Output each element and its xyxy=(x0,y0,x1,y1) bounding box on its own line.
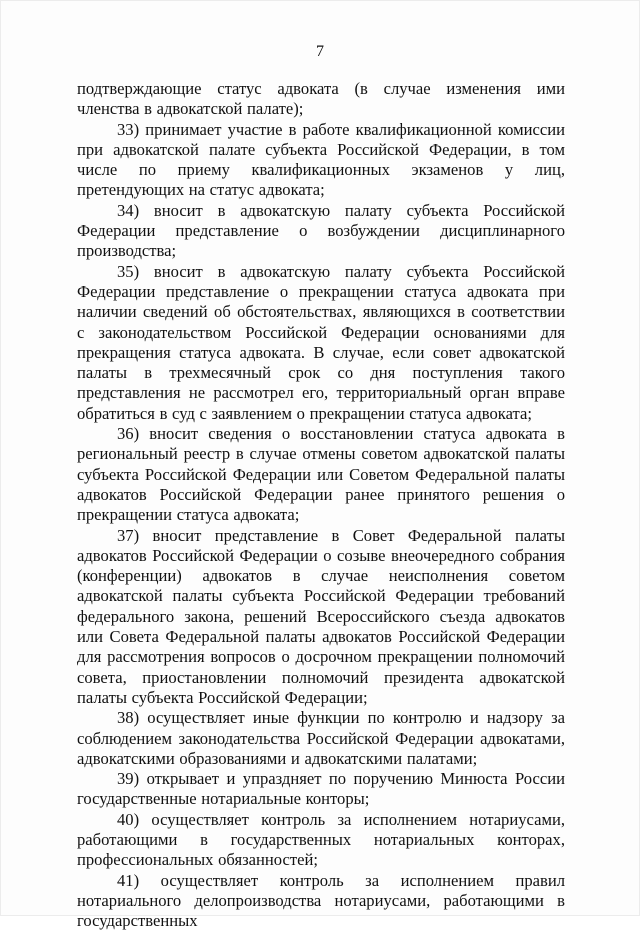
paragraph-item-34: 34) вносит в адвокатскую палату субъекта Российской Федерации представление о возбуждении дисциплинарного производства; xyxy=(77,200,565,261)
paragraph-item-39: 39) открывает и упраздняет по поручению Минюста России государственные нотариальные конторы; xyxy=(77,769,565,809)
paragraph-item-36: 36) вносит сведения о восстановлении статуса адвоката в региональный реестр в случае отмены советом адвокатской палаты субъекта Российской Федерации или Советом Федеральной палаты адвокатов Российской Федерации ранее принятого решения о прекращении статуса адвоката; xyxy=(77,424,565,525)
paragraph-continuation: подтверждающие статус адвоката (в случае изменения ими членства в адвокатской палате); xyxy=(77,79,565,119)
paragraph-item-38: 38) осуществляет иные функции по контролю и надзору за соблюдением законодательства Российской Федерации адвокатами, адвокатскими образованиями и адвокатскими палатами; xyxy=(77,708,565,768)
paragraph-item-40: 40) осуществляет контроль за исполнением нотариусами, работающими в государственных нотариальных конторах, профессиональных обязанностей; xyxy=(77,809,565,870)
paragraph-item-35: 35) вносит в адвокатскую палату субъекта Российской Федерации представление о прекращении статуса адвоката при наличии сведений об обстоятельствах, являющихся в соответствии с законодательством Российской Федерации основаниями для прекращения статуса адвоката. В случае, если совет адвокатской палаты в трехмесячный срок со дня поступления такого представления не рассмотрел его, территориальный орган вправе обратиться в суд с заявлением о прекращении статуса адвоката; xyxy=(77,261,565,423)
paragraph-item-37: 37) вносит представление в Совет Федеральной палаты адвокатов Российской Федерации о созыве внеочередного собрания (конференции) адвокатов в случае неисполнения советом адвокатской палаты субъекта Российской Федерации требований федерального закона, решений Всероссийского съезда адвокатов или Совета Федеральной палаты адвокатов Российской Федерации для рассмотрения вопросов о досрочном прекращении полномочий совета, приостановлении полномочий президента адвокатской палаты субъекта Российской Федерации; xyxy=(77,525,565,707)
document-body xyxy=(77,79,565,931)
paragraph-item-33: 33) принимает участие в работе квалификационной комиссии при адвокатской палате субъекта Российской Федерации, в том числе по приему квалификационных экзаменов у лиц, претендующих на статус адвоката; xyxy=(77,119,565,200)
page-number: 7 xyxy=(316,43,324,60)
paragraph-item-41: 41) осуществляет контроль за исполнением правил нотариального делопроизводства нотариусами, работающими в государственных xyxy=(77,870,565,931)
